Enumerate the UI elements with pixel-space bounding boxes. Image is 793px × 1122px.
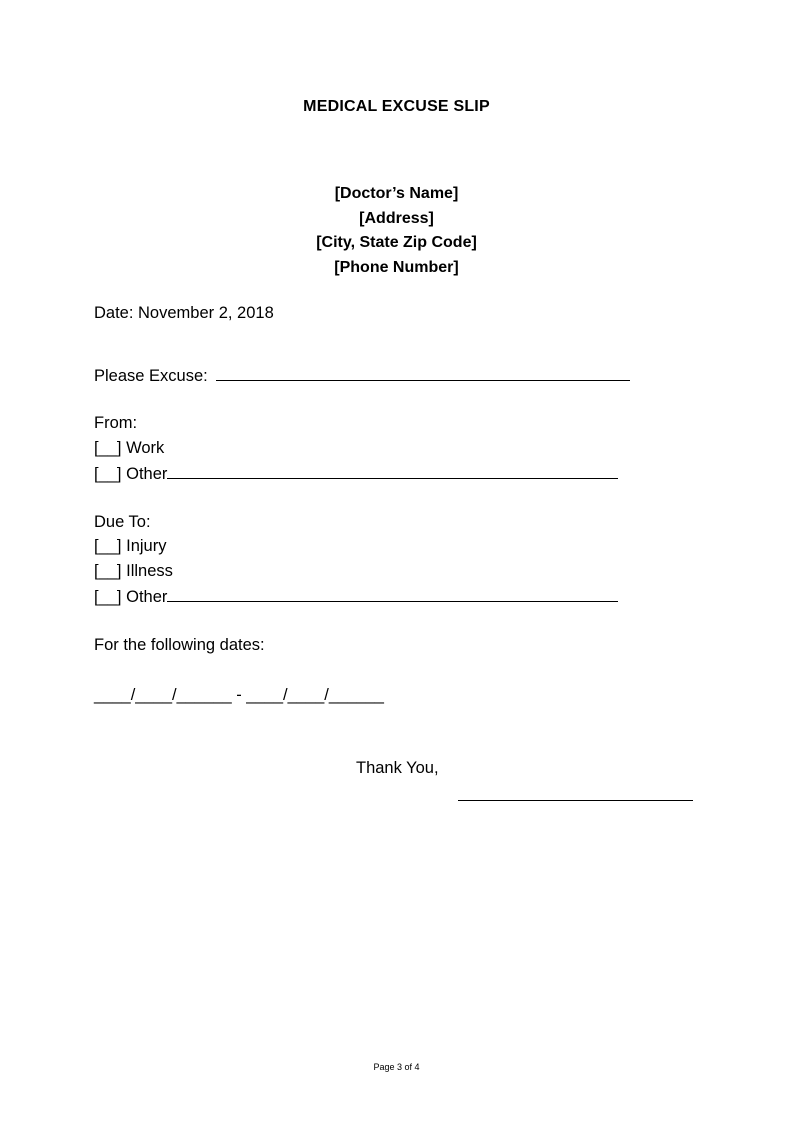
from-other-blank[interactable]	[167, 464, 618, 479]
from-option-work[interactable]: [__] Work	[94, 439, 165, 457]
due-to-option-other[interactable]: [__] Other	[94, 588, 168, 606]
due-to-heading: Due To:	[94, 513, 151, 531]
from-option-other[interactable]: [__] Other	[94, 465, 168, 483]
page-footer: Page 3 of 4	[373, 1062, 420, 1072]
due-to-option-injury[interactable]: [__] Injury	[94, 537, 167, 555]
from-option-other-row	[94, 464, 618, 484]
date-line: Date: November 2, 2018	[94, 304, 274, 322]
please-excuse-row	[94, 366, 630, 386]
closing-text: Thank You,	[356, 759, 439, 777]
due-to-other-blank[interactable]	[167, 587, 618, 602]
please-excuse-label: Please Excuse:	[94, 367, 208, 385]
dates-heading: For the following dates:	[94, 636, 265, 654]
due-to-option-other-row	[94, 587, 618, 607]
from-heading: From:	[94, 414, 138, 432]
dates-blank-template[interactable]: ____/____/______ - ____/____/______	[94, 686, 384, 704]
doctor-city-state-zip: [City, State Zip Code]	[316, 234, 477, 251]
doctor-name: [Doctor’s Name]	[334, 185, 459, 202]
signature-line[interactable]	[458, 800, 693, 801]
due-to-option-illness[interactable]: [__] Illness	[94, 562, 173, 580]
document-title: MEDICAL EXCUSE SLIP	[303, 98, 490, 115]
doctor-header	[0, 182, 793, 280]
doctor-address: [Address]	[359, 209, 434, 227]
please-excuse-blank[interactable]	[216, 366, 630, 381]
doctor-phone: [Phone Number]	[334, 258, 459, 276]
